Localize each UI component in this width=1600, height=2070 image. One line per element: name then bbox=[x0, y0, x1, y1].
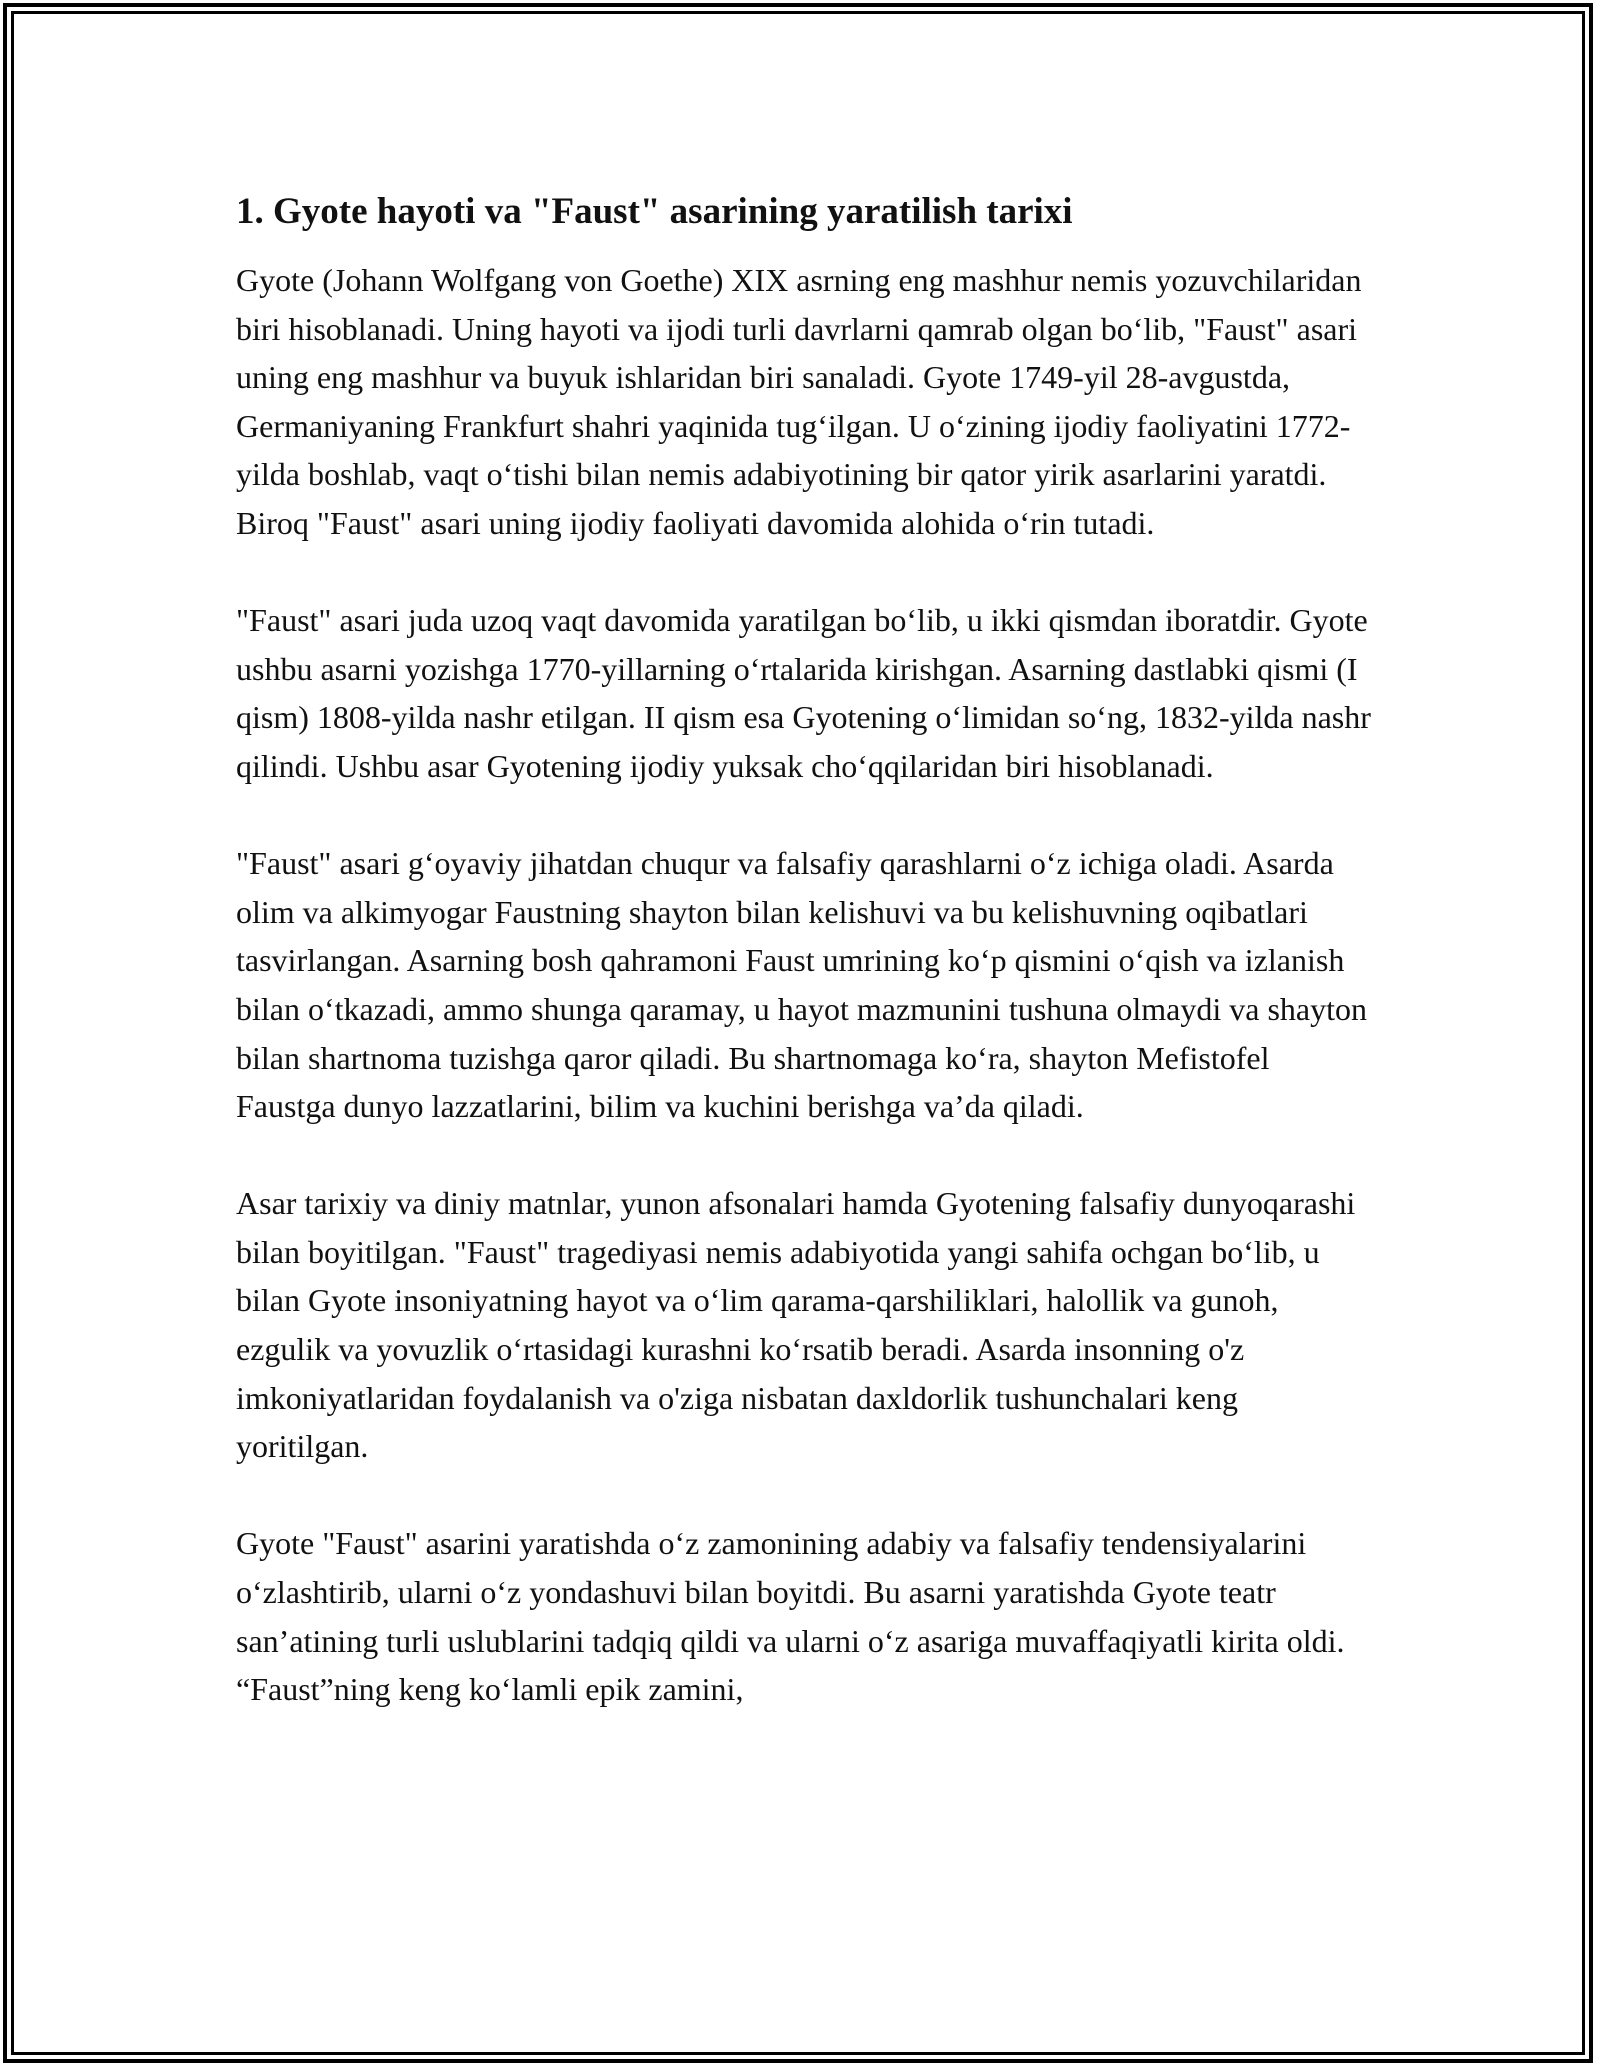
paragraph-3: "Faust" asari g‘oyaviy jihatdan chuqur va falsafiy qarashlarni o‘z ichiga oladi. Asarda olim va alkimyogar Faustning shayton bilan kelishuvi va bu kelishuvning oqibatlari tasvirlangan. Asarning bosh qahramoni Faust umrining ko‘p qismini o‘qish va izlanish bilan o‘tkazadi, ammo shunga qaramay, u hayot mazmunini tushuna olmaydi va shayton bilan shartnoma tuzishga qaror qiladi. Bu shartnomaga ko‘ra, shayton Mefistofel Faustga dunyo lazzatlarini, bilim va kuchini berishga va’da qiladi. bbox=[236, 845, 1367, 1125]
paragraph-4: Asar tarixiy va diniy matnlar, yunon afsonalari hamda Gyotening falsafiy dunyoqarashi bilan boyitilgan. "Faust" tragediyasi nemis adabiyotida yangi sahifa ochgan bo‘lib, u bilan Gyote insoniyatning hayot va o‘lim qarama-qarshiliklari, halollik va gunoh, ezgulik va yovuzlik o‘rtasidagi kurashni ko‘rsatib beradi. Asarda insonning o'z imkoniyatlaridan foydalanish va o'ziga nisbatan daxldorlik tushunchalari keng yoritilgan. bbox=[236, 1185, 1356, 1465]
paragraph-5: Gyote "Faust" asarini yaratishda o‘z zamonining adabiy va falsafiy tendensiyalarini o‘zlashtirib, ularni o‘z yondashuvi bilan boyitdi. Bu asarni yaratishda Gyote teatr san’atining turli uslublarini tadqiq qildi va ularni o‘z asariga muvaffaqiyatli kirita oldi. “Faust”ning keng ko‘lamli epik zamini, bbox=[236, 1525, 1345, 1708]
document-body bbox=[236, 186, 1376, 1762]
paragraph-1: Gyote (Johann Wolfgang von Goethe) XIX asrning eng mashhur nemis yozuvchilaridan biri hisoblanadi. Uning hayoti va ijodi turli davrlarni qamrab olgan bo‘lib, "Faust" asari uning eng mashhur va buyuk ishlaridan biri sanaladi. Gyote 1749-yil 28-avgustda, Germaniyaning Frankfurt shahri yaqinida tug‘ilgan. U o‘zining ijodiy faoliyatini 1772-yilda boshlab, vaqt o‘tishi bilan nemis adabiyotining bir qator yirik asarlarini yaratdi. Biroq "Faust" asari uning ijodiy faoliyati davomida alohida o‘rin tutadi. bbox=[236, 262, 1362, 541]
section-heading: 1. Gyote hayoti va "Faust" asarining yaratilish tarixi bbox=[236, 191, 1073, 232]
paragraph-2: "Faust" asari juda uzoq vaqt davomida yaratilgan bo‘lib, u ikki qismdan iboratdir. Gyote ushbu asarni yozishga 1770-yillarning o‘rtalarida kirishgan. Asarning dastlabki qismi (I qism) 1808-yilda nashr etilgan. II qism esa Gyotening o‘limidan so‘ng, 1832-yilda nashr qilindi. Ushbu asar Gyotening ijodiy yuksak cho‘qqilaridan biri hisoblanadi. bbox=[236, 602, 1371, 784]
